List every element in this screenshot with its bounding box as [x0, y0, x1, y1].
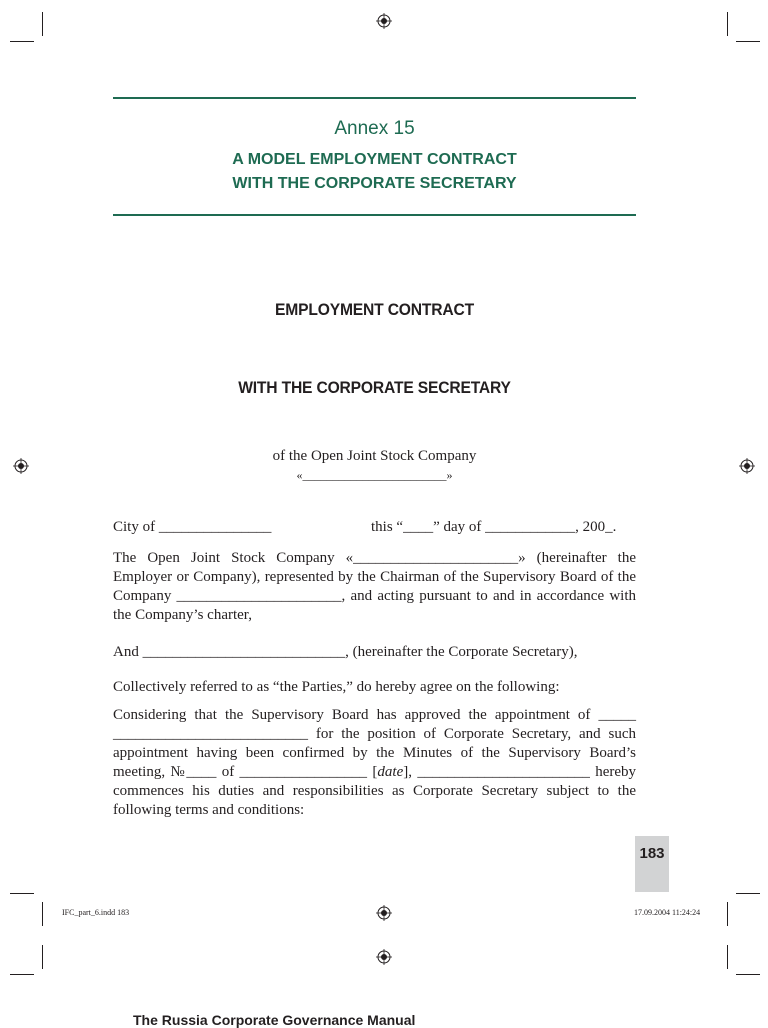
parties-paragraph: The Open Joint Stock Company «______________________» (hereinafter the Employer or Company), represented by the Chairman of the Supervisory Board of the Company ______________________, and acting pursuant to and in accordance with the Company’s charter, — [113, 550, 636, 623]
crop-mark — [727, 945, 728, 969]
crop-mark — [42, 902, 43, 926]
registration-mark-icon — [376, 949, 392, 965]
crop-mark — [10, 893, 34, 894]
annex-title — [113, 148, 636, 196]
crop-mark — [736, 41, 760, 42]
registration-mark-icon — [739, 458, 755, 474]
annex-label: Annex 15 — [334, 118, 415, 139]
contract-subheading: WITH THE CORPORATE SECRETARY — [238, 378, 511, 397]
crop-mark — [42, 945, 43, 969]
crop-mark — [736, 893, 760, 894]
annex-title-line: WITH THE CORPORATE SECRETARY — [232, 175, 517, 192]
contract-heading: EMPLOYMENT CONTRACT — [275, 300, 474, 319]
considering-text-end: ], _______________________ hereby commences his duties and responsibilities as Corporate Secretary subject to the following terms and conditions: — [113, 764, 636, 818]
crop-mark — [10, 41, 34, 42]
city-field: City of _______________ — [113, 519, 272, 535]
registration-mark-icon — [376, 905, 392, 921]
company-name-blank: «________________________» — [296, 468, 453, 482]
date-placeholder: date — [377, 764, 404, 780]
top-rule — [113, 97, 636, 99]
page-number: 183 — [639, 845, 665, 862]
registration-mark-icon — [13, 458, 29, 474]
considering-paragraph — [113, 706, 636, 820]
company-line: of the Open Joint Stock Company — [272, 448, 477, 464]
crop-mark — [727, 902, 728, 926]
secretary-paragraph: And ___________________________, (hereinafter the Corporate Secretary), — [113, 644, 578, 660]
crop-mark — [736, 974, 760, 975]
crop-mark — [10, 974, 34, 975]
slug-file-info: IFC_part_6.indd 183 — [62, 908, 130, 917]
registration-mark-icon — [376, 13, 392, 29]
city-line — [113, 518, 636, 537]
book-title-footer: The Russia Corporate Governance Manual — [133, 1012, 416, 1028]
considering-text: Considering that the Supervisory Board has approved the appointment of _____ __________________________ for the position of Corporate Secretary, and such appointment having been confirmed by the Minutes of the Supervisory Board’s meeting, №____ of _________________ [ — [113, 707, 636, 780]
bottom-rule — [113, 214, 636, 216]
crop-mark — [42, 12, 43, 36]
annex-title-line: A MODEL EMPLOYMENT CONTRACT — [232, 151, 517, 168]
slug-timestamp: 17.09.2004 11:24:24 — [634, 908, 701, 917]
agreement-paragraph: Collectively referred to as “the Parties,” do hereby agree on the following: — [113, 679, 560, 695]
date-field: this “____” day of ____________, 200_. — [371, 519, 617, 535]
crop-mark — [727, 12, 728, 36]
